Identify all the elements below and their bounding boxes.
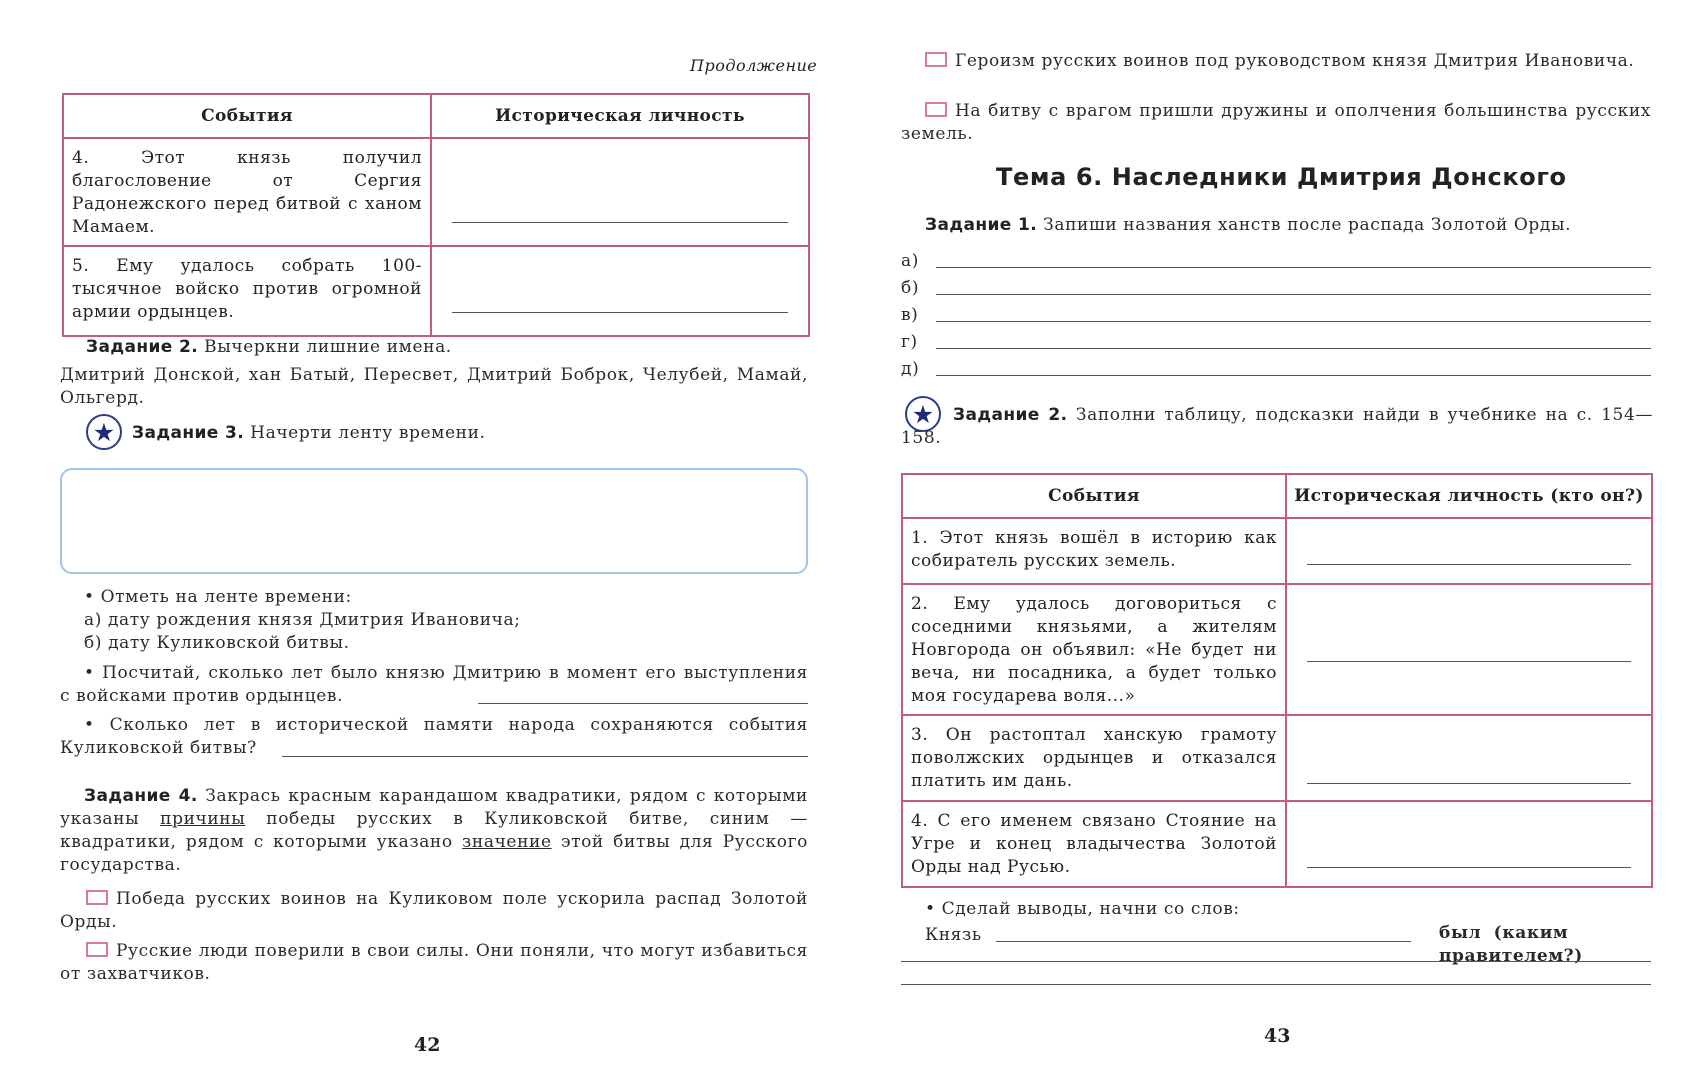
answer-line-g[interactable] xyxy=(936,348,1651,349)
option-1 xyxy=(60,888,808,934)
event-cell: 5. Ему удалось собрать 100-тысячное войско против огромной армии ордынцев. xyxy=(63,246,431,336)
right-page xyxy=(841,0,1683,1080)
header-events: События xyxy=(63,94,431,138)
left-page xyxy=(0,0,841,1080)
task-label: Задание 2. xyxy=(86,337,199,357)
task-text-2: победы русских в Куликовской битве, синим — квадратики, рядом с которыми указано xyxy=(60,809,808,852)
event-cell: 4. Этот князь получил благословение от Сергия Радонежского перед битвой с ханом Мамаем. xyxy=(63,138,431,246)
checkbox[interactable] xyxy=(925,102,947,117)
answer-line-memory[interactable] xyxy=(282,756,808,757)
task2-right xyxy=(901,404,1653,450)
table-row xyxy=(63,246,809,336)
option-text: Победа русских воинов на Куликовом поле ускорила распад Золотой Орды. xyxy=(60,889,808,932)
option-text: На битву с врагом пришли дружины и ополчения большинства русских земель. xyxy=(901,101,1651,144)
task2-left xyxy=(86,336,806,359)
answer-cell[interactable] xyxy=(431,138,809,246)
timeline-item-a: а) дату рождения князя Дмитрия Ивановича; xyxy=(84,610,521,630)
task-label: Задание 4. xyxy=(84,786,198,806)
option-text: Героизм русских воинов под руководством князя Дмитрия Ивановича. xyxy=(955,51,1635,71)
table-row xyxy=(902,801,1652,887)
event-cell: 3. Он растоптал ханскую грамоту поволжских ордынцев и отказался платить им дань. xyxy=(902,715,1286,801)
answer-line xyxy=(1307,661,1631,662)
task-text-3: этой битвы для Русского государства. xyxy=(60,832,808,875)
conclusion-was: был (каким правителем?) xyxy=(1439,923,1583,966)
word-reasons: причины xyxy=(160,809,246,829)
answer-line-prince[interactable] xyxy=(996,941,1411,942)
option-4 xyxy=(901,100,1651,146)
table-row xyxy=(902,715,1652,801)
answer-cell[interactable] xyxy=(1286,801,1652,887)
letter-b: б) xyxy=(901,278,920,298)
task-text: Запиши названия ханств после распада Золотой Орды. xyxy=(1043,215,1572,235)
answer-cell[interactable] xyxy=(1286,518,1652,584)
answer-line-a[interactable] xyxy=(936,267,1651,268)
answer-line xyxy=(452,222,788,223)
continuation-label: Продолжение xyxy=(690,56,818,75)
option-text: Русские люди поверили в свои силы. Они поняли, что могут избавиться от захватчиков. xyxy=(60,941,808,984)
answer-line-age[interactable] xyxy=(478,703,808,704)
event-cell: 2. Ему удалось договориться с соседними князьями, а жителям Новгорода он объявил: «Не будет ни веча, ни посадника, а будет только моя государева воля...» xyxy=(902,584,1286,715)
question-age: • Посчитай, сколько лет было князю Дмитрию в момент его выступления с войсками против ордынцев. xyxy=(60,663,808,706)
conclusion-prompt: • Сделай выводы, начни со слов: xyxy=(925,899,1240,919)
checkbox[interactable] xyxy=(86,890,108,905)
topic-title: Тема 6. Наследники Дмитрия Донского xyxy=(996,163,1567,191)
table-row xyxy=(902,584,1652,715)
answer-cell[interactable] xyxy=(1286,715,1652,801)
answer-line-conclusion-1[interactable] xyxy=(901,961,1651,962)
page-number: 43 xyxy=(1264,1025,1291,1047)
header-person: Историческая личность (кто он?) xyxy=(1286,474,1652,518)
task-label: Задание 1. xyxy=(925,215,1038,235)
table-row xyxy=(63,138,809,246)
star-icon: ★ xyxy=(905,396,941,432)
task3-heading xyxy=(132,422,792,445)
task1-right xyxy=(925,214,1655,237)
answer-line-v[interactable] xyxy=(936,321,1651,322)
checkbox[interactable] xyxy=(925,52,947,67)
table-header-row xyxy=(902,474,1652,518)
table-row xyxy=(902,518,1652,584)
page-number: 42 xyxy=(414,1034,441,1056)
task-text: Вычеркни лишние имена. xyxy=(204,337,452,357)
event-cell: 4. С его именем связано Стояние на Угре и конец владычества Золотой Орды над Русью. xyxy=(902,801,1286,887)
checkbox[interactable] xyxy=(86,942,108,957)
letter-g: г) xyxy=(901,332,918,352)
word-meaning: значение xyxy=(462,832,552,852)
conclusion-prince: Князь xyxy=(925,925,982,945)
task4-left xyxy=(60,785,808,877)
left-events-table xyxy=(62,93,810,337)
answer-line-d[interactable] xyxy=(936,375,1651,376)
answer-line xyxy=(452,312,788,313)
header-person: Историческая личность xyxy=(431,94,809,138)
letter-d: д) xyxy=(901,359,920,379)
timeline-box[interactable] xyxy=(60,468,808,574)
option-3 xyxy=(901,50,1651,73)
task-label: Задание 3. xyxy=(132,423,245,443)
task-text: Заполни таблицу, подсказки найди в учебнике на с. 154—158. xyxy=(901,405,1653,448)
letter-a: а) xyxy=(901,251,919,271)
timeline-instruction: • Отметь на ленте времени: xyxy=(84,587,352,607)
answer-line-b[interactable] xyxy=(936,294,1651,295)
task-label: Задание 2. xyxy=(953,405,1068,425)
answer-line-conclusion-2[interactable] xyxy=(901,984,1651,985)
right-events-table xyxy=(901,473,1653,888)
answer-line xyxy=(1307,564,1631,565)
event-cell: 1. Этот князь вошёл в историю как собиратель русских земель. xyxy=(902,518,1286,584)
header-events: События xyxy=(902,474,1286,518)
answer-line xyxy=(1307,867,1631,868)
option-2 xyxy=(60,940,808,986)
answer-cell[interactable] xyxy=(431,246,809,336)
timeline-item-b: б) дату Куликовской битвы. xyxy=(84,633,350,653)
answer-cell[interactable] xyxy=(1286,584,1652,715)
letter-v: в) xyxy=(901,305,919,325)
question-memory: • Сколько лет в исторической памяти народа сохраняются события Куликовской битвы? xyxy=(60,715,808,758)
names-list: Дмитрий Донской, хан Батый, Пересвет, Дмитрий Боброк, Челубей, Мамай, Ольгерд. xyxy=(60,365,808,408)
task-text: Начерти ленту времени. xyxy=(250,423,486,443)
answer-line xyxy=(1307,783,1631,784)
task-text-1: Закрась красным карандашом квадратики, рядом с которыми указаны xyxy=(60,786,808,829)
table-header-row xyxy=(63,94,809,138)
star-icon: ★ xyxy=(86,414,122,450)
